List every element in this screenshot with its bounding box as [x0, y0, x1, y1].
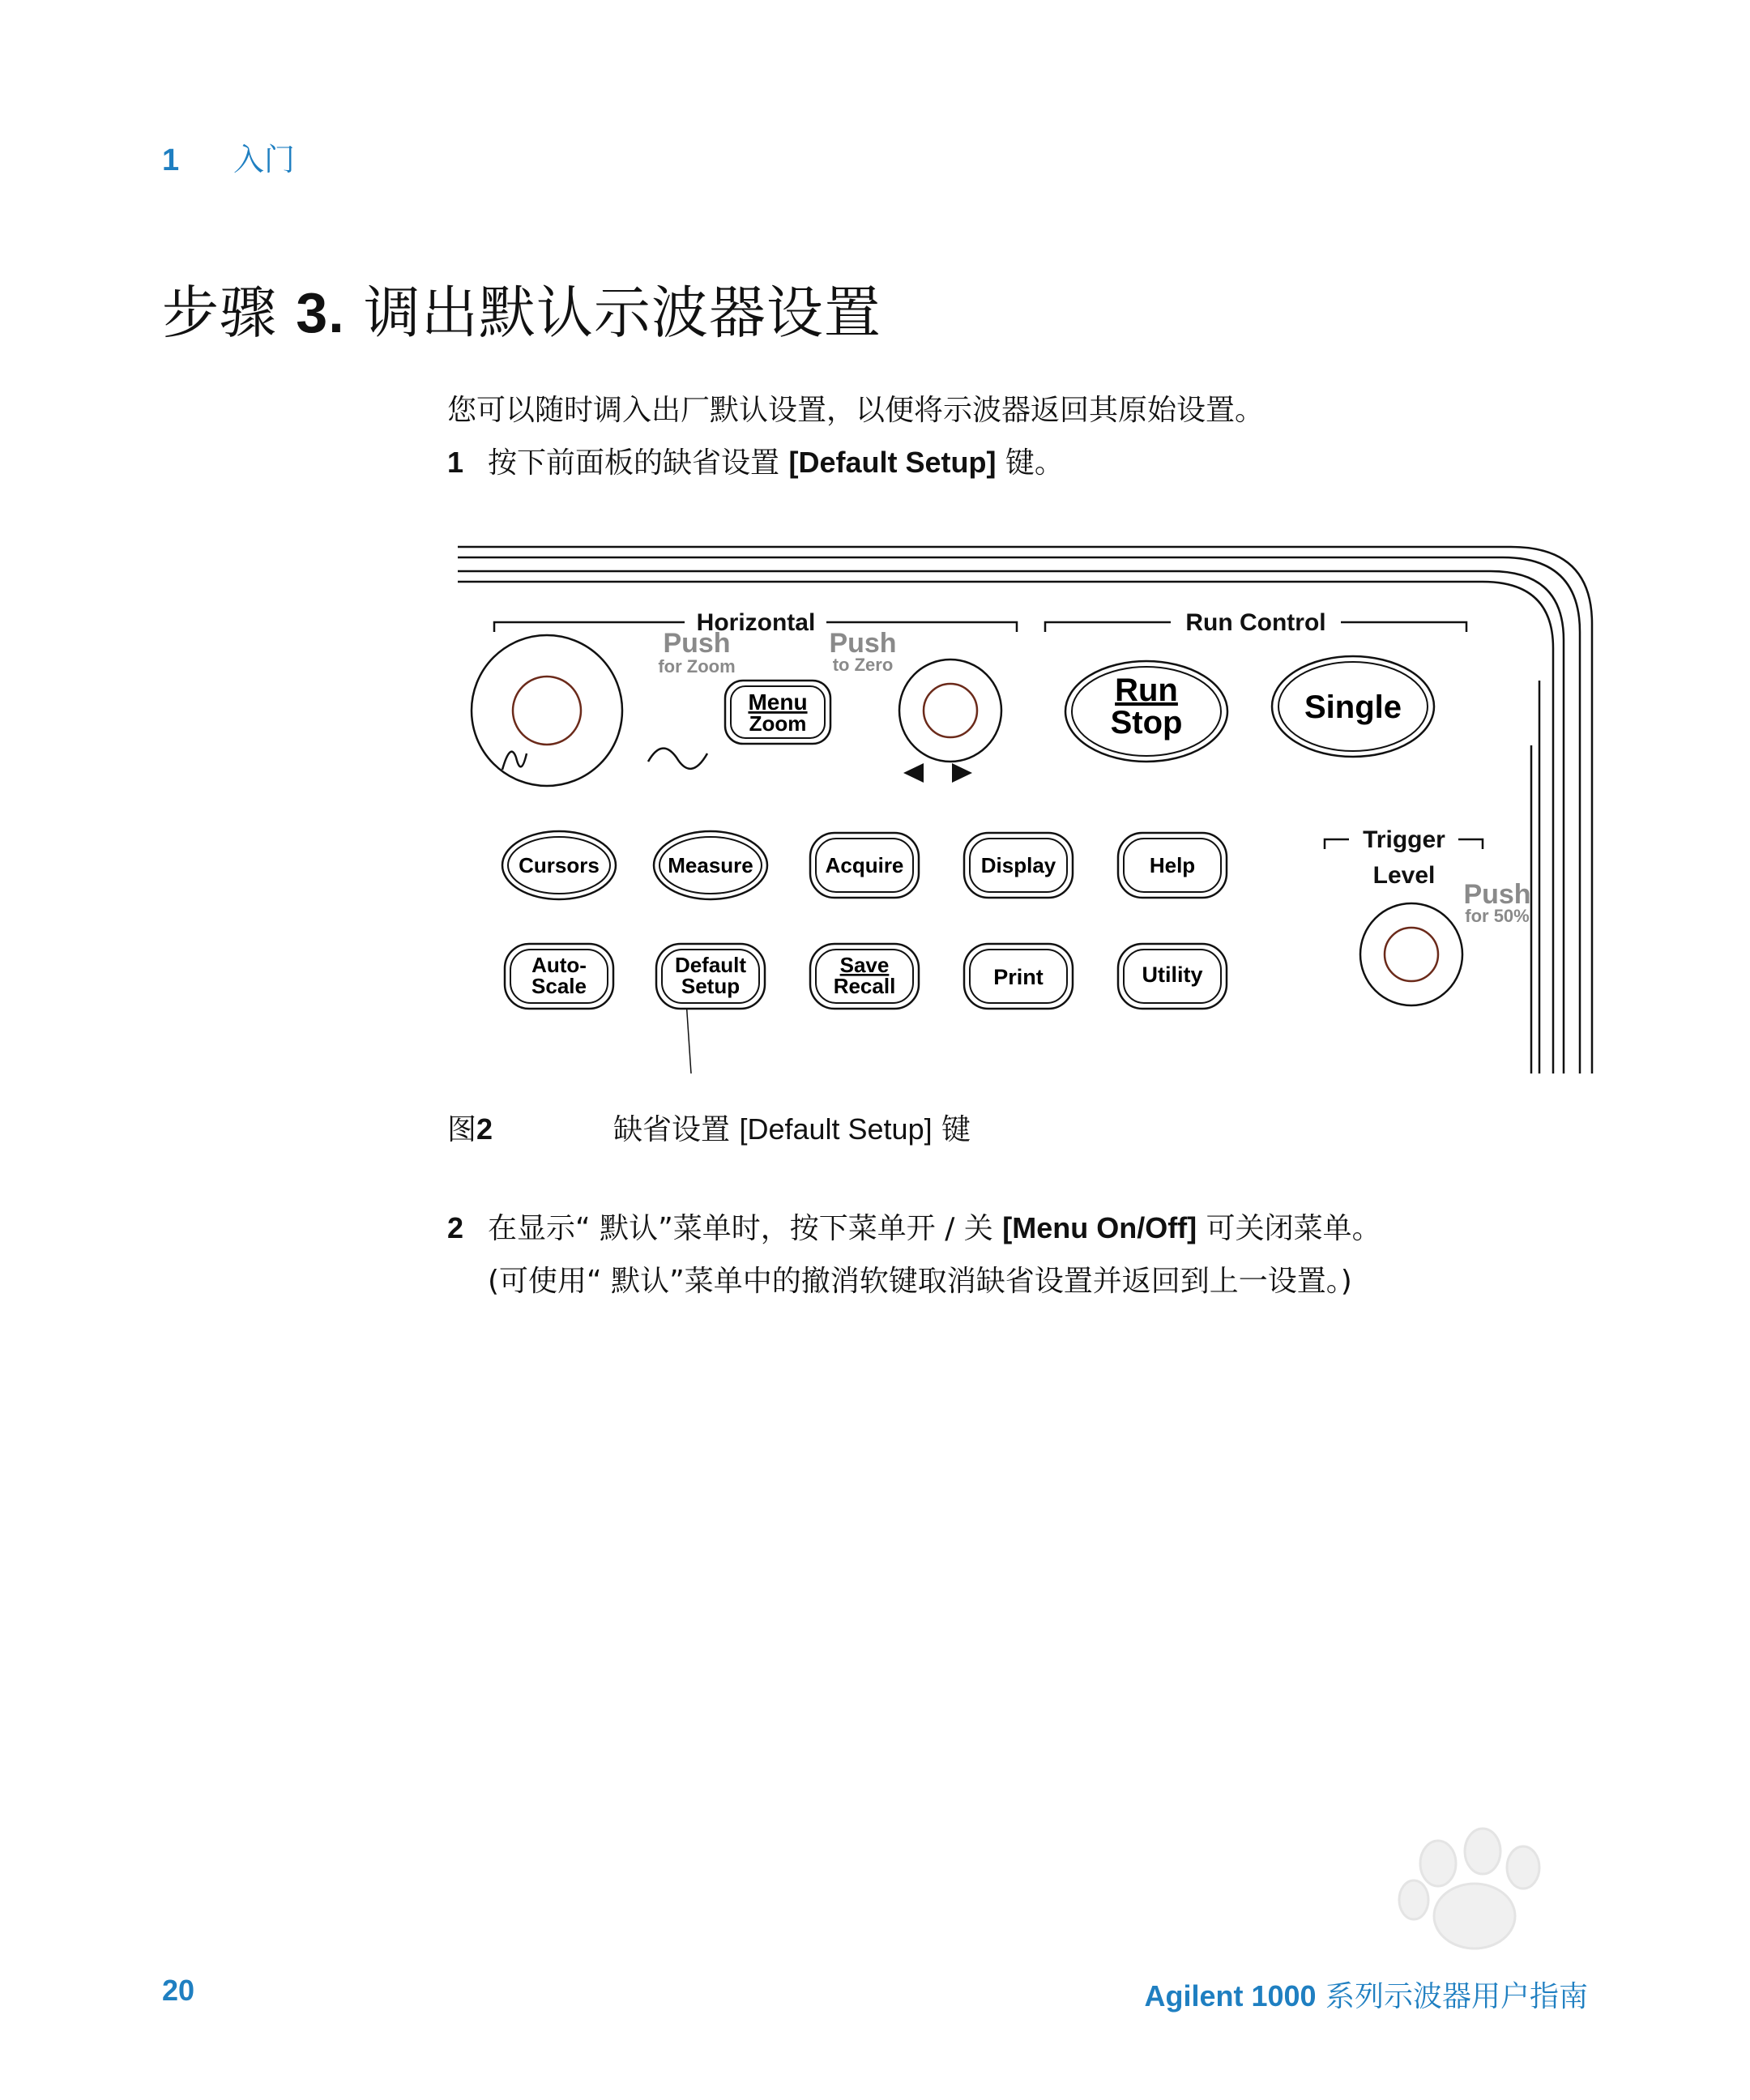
caption-label: 图: [447, 1113, 477, 1146]
step-2-note: (可使用“ 默认”菜单中的撤消软键取消缺省设置并返回到上一设置。): [488, 1265, 1352, 1298]
trigger-label: Trigger: [1363, 826, 1445, 853]
push-zero-sub: to Zero: [832, 655, 894, 675]
chapter-name: 入门: [233, 142, 296, 177]
default-setup-top: Default: [674, 953, 747, 977]
measure-button[interactable]: [654, 831, 767, 899]
recall-label: Recall: [833, 974, 896, 998]
push-zoom-label: Push: [663, 628, 731, 659]
run-stop-button[interactable]: [1065, 661, 1227, 762]
caption-after: 键: [932, 1113, 971, 1146]
save-label: Save: [839, 953, 890, 977]
chapter-header: [162, 134, 295, 179]
title-prefix: 步骤: [162, 280, 277, 346]
baidu-watermark: [1240, 1807, 1661, 2050]
stop-label: Stop: [1110, 705, 1183, 741]
caption-before: 缺省设置: [613, 1113, 740, 1146]
autoscale-button[interactable]: [505, 944, 613, 1009]
title-number: 3.: [296, 281, 345, 344]
step-2-number: 2: [447, 1211, 464, 1244]
step-2-key: [Menu On/Off]: [1002, 1211, 1197, 1244]
front-panel-figure: [450, 535, 1600, 1086]
caption-number: 2: [476, 1112, 493, 1146]
page-title: [162, 267, 881, 349]
push-level-sub: for 50%: [1465, 906, 1530, 926]
step-1-before: 按下前面板的缺省设置: [488, 446, 789, 480]
chapter-number: 1: [162, 143, 180, 177]
page-number: 20: [162, 1974, 195, 2007]
footer-brand: Agilent 1000: [1144, 1979, 1317, 2012]
default-setup-bottom: Setup: [681, 974, 741, 998]
title-text: 调出默认示波器设置: [363, 280, 881, 346]
step-1-key: [Default Setup]: [788, 446, 997, 479]
single-button[interactable]: [1272, 656, 1434, 757]
step-2-before: 在显示“ 默认”菜单时，按下菜单开 / 关: [488, 1212, 1003, 1245]
autoscale-top: Auto-: [531, 953, 587, 977]
push-zoom-sub: for Zoom: [658, 656, 736, 677]
default-setup-button[interactable]: [656, 944, 765, 1009]
step-1-number: 1: [447, 446, 464, 479]
run-label: Run: [1115, 672, 1178, 708]
figure-caption: [447, 1107, 971, 1148]
help-button[interactable]: [1118, 833, 1227, 898]
print-label: Print: [993, 965, 1044, 989]
display-label: Display: [980, 853, 1056, 877]
step-1-after: 键。: [996, 446, 1064, 480]
run-control-label: Run Control: [1185, 609, 1326, 636]
autoscale-bottom: Scale: [531, 974, 587, 998]
print-button[interactable]: [964, 944, 1073, 1009]
horizontal-label: Horizontal: [696, 609, 816, 636]
utility-label: Utility: [1142, 962, 1203, 987]
paw-icon: [1399, 1829, 1539, 1948]
help-label: Help: [1149, 853, 1196, 877]
push-level-label: Push: [1463, 879, 1531, 910]
menu-zoom-bottom: Zoom: [749, 711, 807, 736]
level-label: Level: [1372, 862, 1436, 889]
footer-title-rest: 系列示波器用户指南: [1316, 1980, 1588, 2013]
measure-label: Measure: [668, 853, 753, 877]
acquire-button[interactable]: [810, 833, 919, 898]
menu-zoom-top: Menu: [748, 689, 808, 715]
step-2: [447, 1206, 1381, 1247]
acquire-label: Acquire: [825, 853, 904, 877]
cursors-button[interactable]: [502, 831, 616, 899]
cursors-label: Cursors: [519, 853, 600, 877]
menu-zoom-button[interactable]: [725, 681, 830, 744]
single-label: Single: [1304, 689, 1402, 725]
display-button[interactable]: [964, 833, 1073, 898]
intro-paragraph: 您可以随时调入出厂默认设置，以便将示波器返回其原始设置。: [447, 394, 1265, 427]
step-2-after: 可关闭菜单。: [1197, 1212, 1381, 1245]
caption-key: [Default Setup]: [739, 1112, 933, 1146]
step-1: [447, 440, 1064, 481]
utility-button[interactable]: [1118, 944, 1227, 1009]
push-zero-label: Push: [829, 628, 897, 659]
save-recall-button[interactable]: [810, 944, 919, 1009]
